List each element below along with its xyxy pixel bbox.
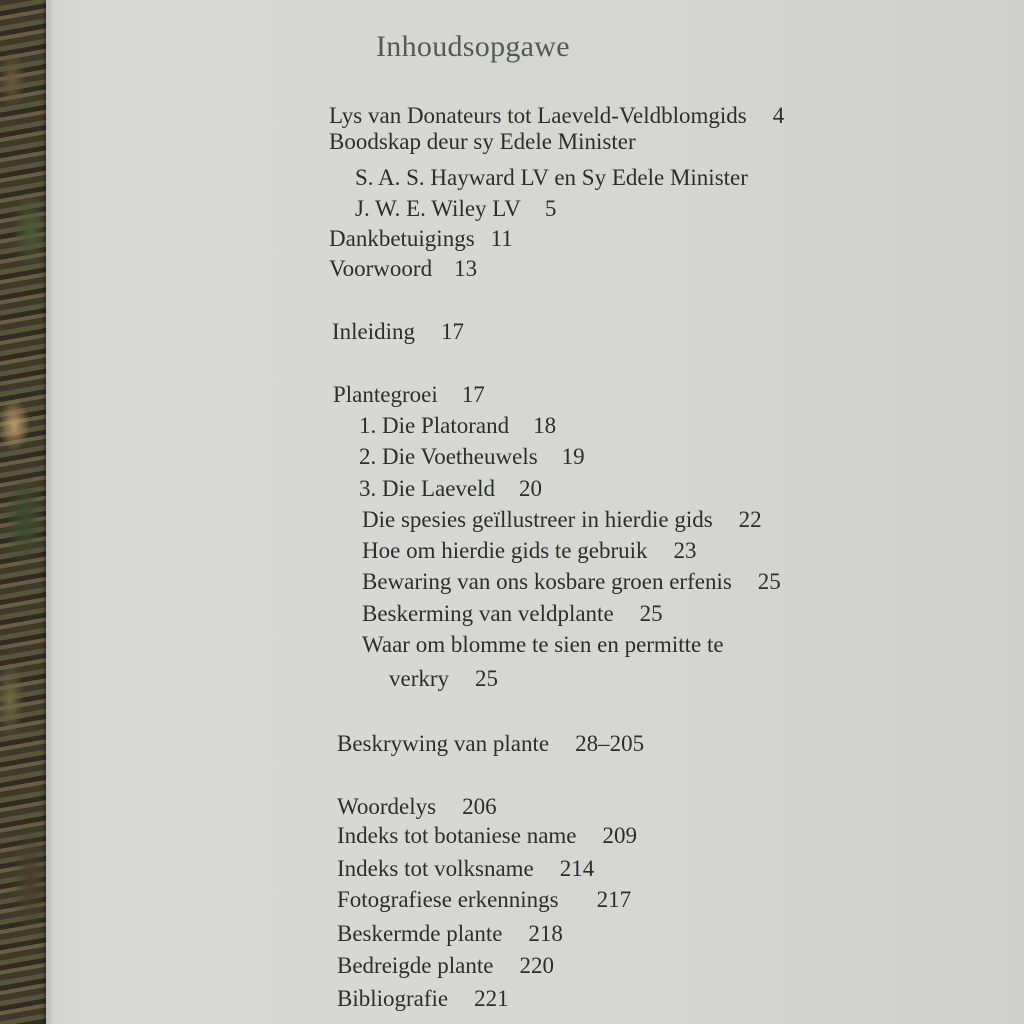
toc-entry-text: 2. Die Voetheuwels [359, 444, 538, 469]
toc-entry-page: 20 [519, 476, 543, 501]
toc-entry-page: 218 [528, 921, 563, 946]
toc-entry-text: Beskerming van veldplante [362, 601, 614, 626]
toc-entry [333, 381, 485, 409]
toc-entry [362, 506, 762, 534]
toc-entry-page: 209 [602, 823, 638, 848]
toc-entry-text: Beskrywing van plante [337, 731, 550, 756]
toc-entry [362, 600, 663, 628]
toc-entry-page: 11 [490, 226, 513, 251]
toc-entry-text: Bewaring van ons kosbare groen erfenis [362, 569, 732, 594]
toc-entry-page: 25 [639, 601, 663, 626]
toc-entry-page: 25 [475, 666, 499, 691]
toc-entry-text: Waar om blomme te sien en permitte te [362, 632, 724, 657]
toc-entry [329, 102, 784, 130]
toc-entry [359, 412, 556, 440]
toc-entry-page: 22 [738, 507, 762, 532]
toc-entry [332, 318, 464, 346]
toc-entry-text: Dankbetuigings [329, 226, 475, 251]
toc-entry [337, 952, 554, 980]
book-cover-edge [0, 0, 50, 1024]
toc-entry [359, 475, 542, 503]
toc-entry-text: 1. Die Platorand [359, 413, 510, 438]
toc-entry [337, 822, 637, 850]
toc-entry-page: 18 [533, 413, 557, 438]
toc-entry-text: Indeks tot volksname [337, 856, 534, 881]
toc-entry-page: 17 [461, 382, 485, 407]
toc-entry-page: 214 [559, 856, 595, 881]
toc-entry-page: 220 [519, 953, 554, 978]
toc-entry-page: 28–205 [575, 731, 645, 756]
toc-entry [337, 793, 497, 821]
toc-entry-page: 5 [544, 196, 557, 221]
toc-entry-text: verkry [389, 666, 450, 691]
toc-entry-page: 23 [673, 538, 697, 563]
toc-entry [329, 255, 477, 283]
toc-entry [329, 225, 513, 253]
toc-entry-text: Bibliografie [337, 986, 449, 1011]
toc-entry-text: J. W. E. Wiley LV [355, 196, 521, 221]
toc-entry-page: 25 [757, 569, 781, 594]
toc-entry-text: Hoe om hierdie gids te gebruik [362, 538, 648, 563]
toc-entry [362, 631, 724, 659]
toc-entry [355, 195, 556, 223]
toc-entry-text: Lys van Donateurs tot Laeveld-Veldblomgids [329, 103, 747, 128]
toc-entry [362, 568, 781, 596]
toc-entry-page: 19 [561, 444, 585, 469]
toc-entry-text: Woordelys [337, 794, 437, 819]
toc-entry-text: Fotografiese erkennings [337, 887, 559, 912]
toc-entry [337, 920, 563, 948]
toc-entry [329, 128, 636, 156]
toc-entry-page: 217 [596, 887, 632, 912]
toc-entry [359, 443, 585, 471]
toc-entry [337, 730, 644, 758]
toc-entry [389, 665, 498, 693]
toc-entry [355, 164, 748, 192]
toc-entry-text: Indeks tot botaniese name [337, 823, 577, 848]
toc-entry-text: Inleiding [332, 319, 416, 344]
toc-entry [362, 537, 697, 565]
page-title: Inhoudsopgawe [376, 30, 570, 63]
toc-entry-text: Bedreigde plante [337, 953, 494, 978]
toc-entry-text: Plantegroei [333, 382, 438, 407]
toc-entry [337, 886, 631, 914]
toc-entry-text: Voorwoord [329, 256, 433, 281]
toc-entry-page: 13 [454, 256, 478, 281]
toc-entry-page: 17 [441, 319, 465, 344]
toc-entry-page: 4 [772, 103, 785, 128]
toc-entry-text: Die spesies geïllustreer in hierdie gids [362, 507, 713, 532]
toc-entry [337, 855, 594, 883]
toc-entry-page: 221 [474, 986, 509, 1011]
toc-entry-text: S. A. S. Hayward LV en Sy Edele Minister [355, 165, 748, 190]
toc-entry [337, 985, 509, 1013]
toc-entry-text: 3. Die Laeveld [359, 476, 496, 501]
toc-entry-page: 206 [462, 794, 497, 819]
toc-entry-text: Boodskap deur sy Edele Minister [329, 129, 636, 154]
toc-entry-text: Beskermde plante [337, 921, 503, 946]
book-page [46, 0, 1024, 1024]
